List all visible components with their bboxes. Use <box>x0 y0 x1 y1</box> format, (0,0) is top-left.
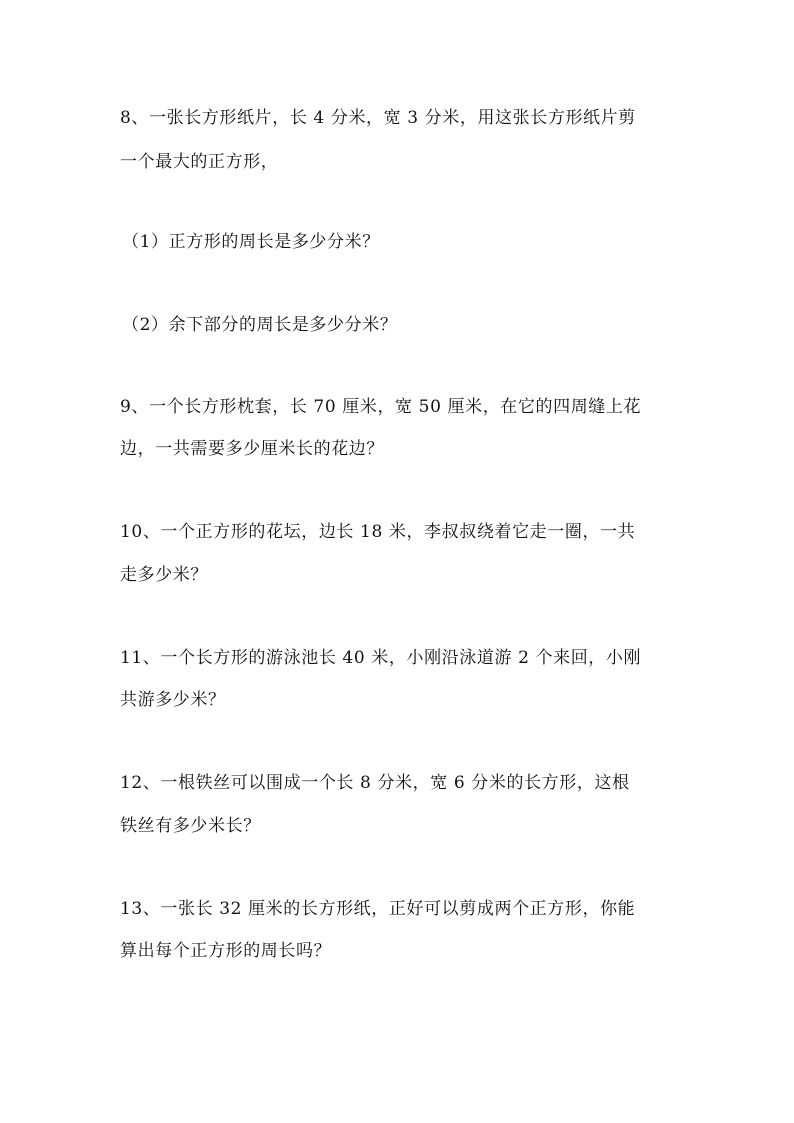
question-8-sub-2: （2）余下部分的周长是多少分米？ <box>122 315 398 335</box>
question-8-line-2: 一个最大的正方形， <box>120 152 279 172</box>
question-11-line-2: 共游多少米？ <box>120 690 226 710</box>
question-9-line-2: 边，一共需要多少厘米长的花边？ <box>120 439 384 459</box>
question-11-line-1: 11、一个长方形的游泳池长 40 米，小刚沿泳道游 2 个来回，小刚 <box>120 648 642 668</box>
question-10-line-1: 10、一个正方形的花坛，边长 18 米，李叔叔绕着它走一圈，一共 <box>120 522 636 542</box>
question-8-sub-1: （1）正方形的周长是多少分米？ <box>122 232 380 252</box>
question-9-line-1: 9、一个长方形枕套，长 70 厘米，宽 50 厘米，在它的四周缝上花 <box>120 397 642 417</box>
question-13-line-2: 算出每个正方形的周长吗？ <box>120 941 332 961</box>
question-13-line-1: 13、一张长 32 厘米的长方形纸，正好可以剪成两个正方形，你能 <box>120 899 636 919</box>
question-8-line-1: 8、一张长方形纸片，长 4 分米，宽 3 分米，用这张长方形纸片剪 <box>120 108 636 128</box>
question-12-line-1: 12、一根铁丝可以围成一个长 8 分米，宽 6 分米的长方形，这根 <box>120 773 630 793</box>
question-10-line-2: 走多少米？ <box>120 565 208 585</box>
question-12-line-2: 铁丝有多少米长？ <box>120 816 261 836</box>
